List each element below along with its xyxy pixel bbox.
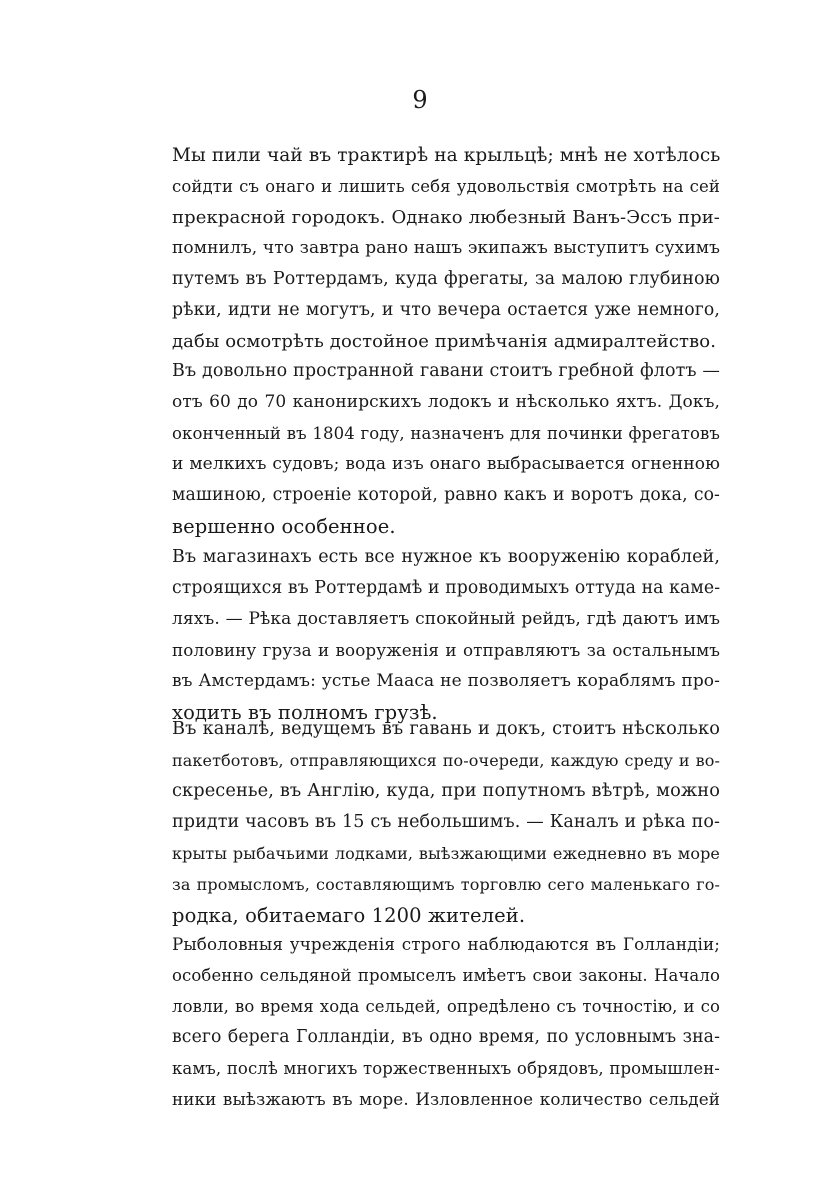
text-line: отъ 60 до 70 канонирскихъ лодокъ и нѣсколько яхтъ. Докъ, bbox=[172, 392, 720, 412]
text-line: особенно сельдяной промыселъ имѣетъ свои законы. Начало bbox=[172, 966, 720, 985]
text-line: родка, обитаемаго 1200 жителей. bbox=[172, 904, 526, 927]
text-line: и мелкихъ судовъ; вода изъ онаго выбрасывается огненною bbox=[172, 454, 720, 474]
text-line: ники выѣзжаютъ въ море. Изловленное количество сельдей bbox=[172, 1089, 720, 1109]
text-line: строящихся въ Роттердамѣ и проводимыхъ оттуда на каме- bbox=[172, 578, 721, 598]
paragraph-canal-packets bbox=[172, 714, 720, 931]
text-line: половину груза и вооруженія и отправляютъ за остальнымъ bbox=[172, 640, 720, 660]
text-line: помнилъ, что завтра рано нашъ экипажъ выступитъ сухимъ bbox=[172, 238, 720, 258]
text-line: оконченный въ 1804 году, назначенъ для починки фрегатовъ bbox=[172, 424, 720, 443]
paragraph-harbor-fleet bbox=[172, 356, 720, 542]
text-line: Рыболовныя учрежденія строго наблюдаются въ Голландіи; bbox=[172, 934, 720, 954]
text-line: всего берега Голландіи, въ одно время, по условнымъ зна- bbox=[172, 1027, 720, 1047]
text-line: ловли, во время хода сельдей, опредѣлено съ точностію, и со bbox=[172, 997, 720, 1016]
text-line: въ Амстердамъ: устье Мааса не позволяетъ кораблямъ про- bbox=[172, 671, 720, 691]
text-line: вершенно особенное. bbox=[172, 515, 396, 538]
text-line: крыты рыбачьими лодками, выѣзжающими ежедневно въ море bbox=[172, 844, 720, 863]
text-line: камъ, послѣ многихъ торжественныхъ обрядовъ, промышлен- bbox=[172, 1059, 720, 1078]
text-line: ляхъ. — Рѣка доставляетъ спокойный рейдъ, гдѣ даютъ имъ bbox=[172, 609, 720, 629]
text-line: сойдти съ онаго и лишить себя удовольствія смотрѣть на сей bbox=[172, 177, 720, 196]
text-line: скресенье, въ Англію, куда, при попутномъ вѣтрѣ, можно bbox=[172, 781, 720, 801]
page-number: 9 bbox=[412, 86, 428, 114]
text-line: Мы пили чай въ трактирѣ на крыльцѣ; мнѣ не хотѣлось bbox=[172, 145, 721, 166]
text-line: за промысломъ, составляющимъ торговлю сего маленькаго го- bbox=[172, 875, 720, 894]
text-line: дабы осмотрѣть достойное примѣчанія адмиралтейство. bbox=[172, 331, 717, 352]
text-line: придти часовъ въ 15 съ небольшимъ. — Каналъ и рѣка по- bbox=[172, 812, 720, 832]
text-line: рѣки, идти не могутъ, и что вечера остается уже немного, bbox=[172, 300, 720, 320]
text-line: пакетботовъ, отправляющихся по-очереди, каждую среду и во- bbox=[172, 751, 720, 770]
text-line: путемъ въ Роттердамъ, куда фрегаты, за малою глубиною bbox=[172, 269, 720, 289]
text-line: Въ магазинахъ есть все нужное къ вооруженію кораблей, bbox=[172, 547, 720, 567]
paragraph-warehouses bbox=[172, 542, 720, 728]
paragraph-fishing-rules bbox=[172, 929, 720, 1115]
paragraph-tea-at-tavern bbox=[172, 140, 720, 357]
text-line: машиною, строеніе которой, равно какъ и воротъ дока, со- bbox=[172, 485, 720, 505]
text-line: Въ каналѣ, ведущемъ въ гавань и докъ, стоитъ нѣсколько bbox=[172, 719, 720, 739]
text-line: ходить въ полномъ грузѣ. bbox=[172, 701, 438, 724]
text-line: Въ довольно пространной гавани стоитъ гребной флотъ — bbox=[172, 361, 720, 381]
text-line: прекрасной городокъ. Однако любезный Ванъ-Эссъ при- bbox=[172, 207, 720, 228]
